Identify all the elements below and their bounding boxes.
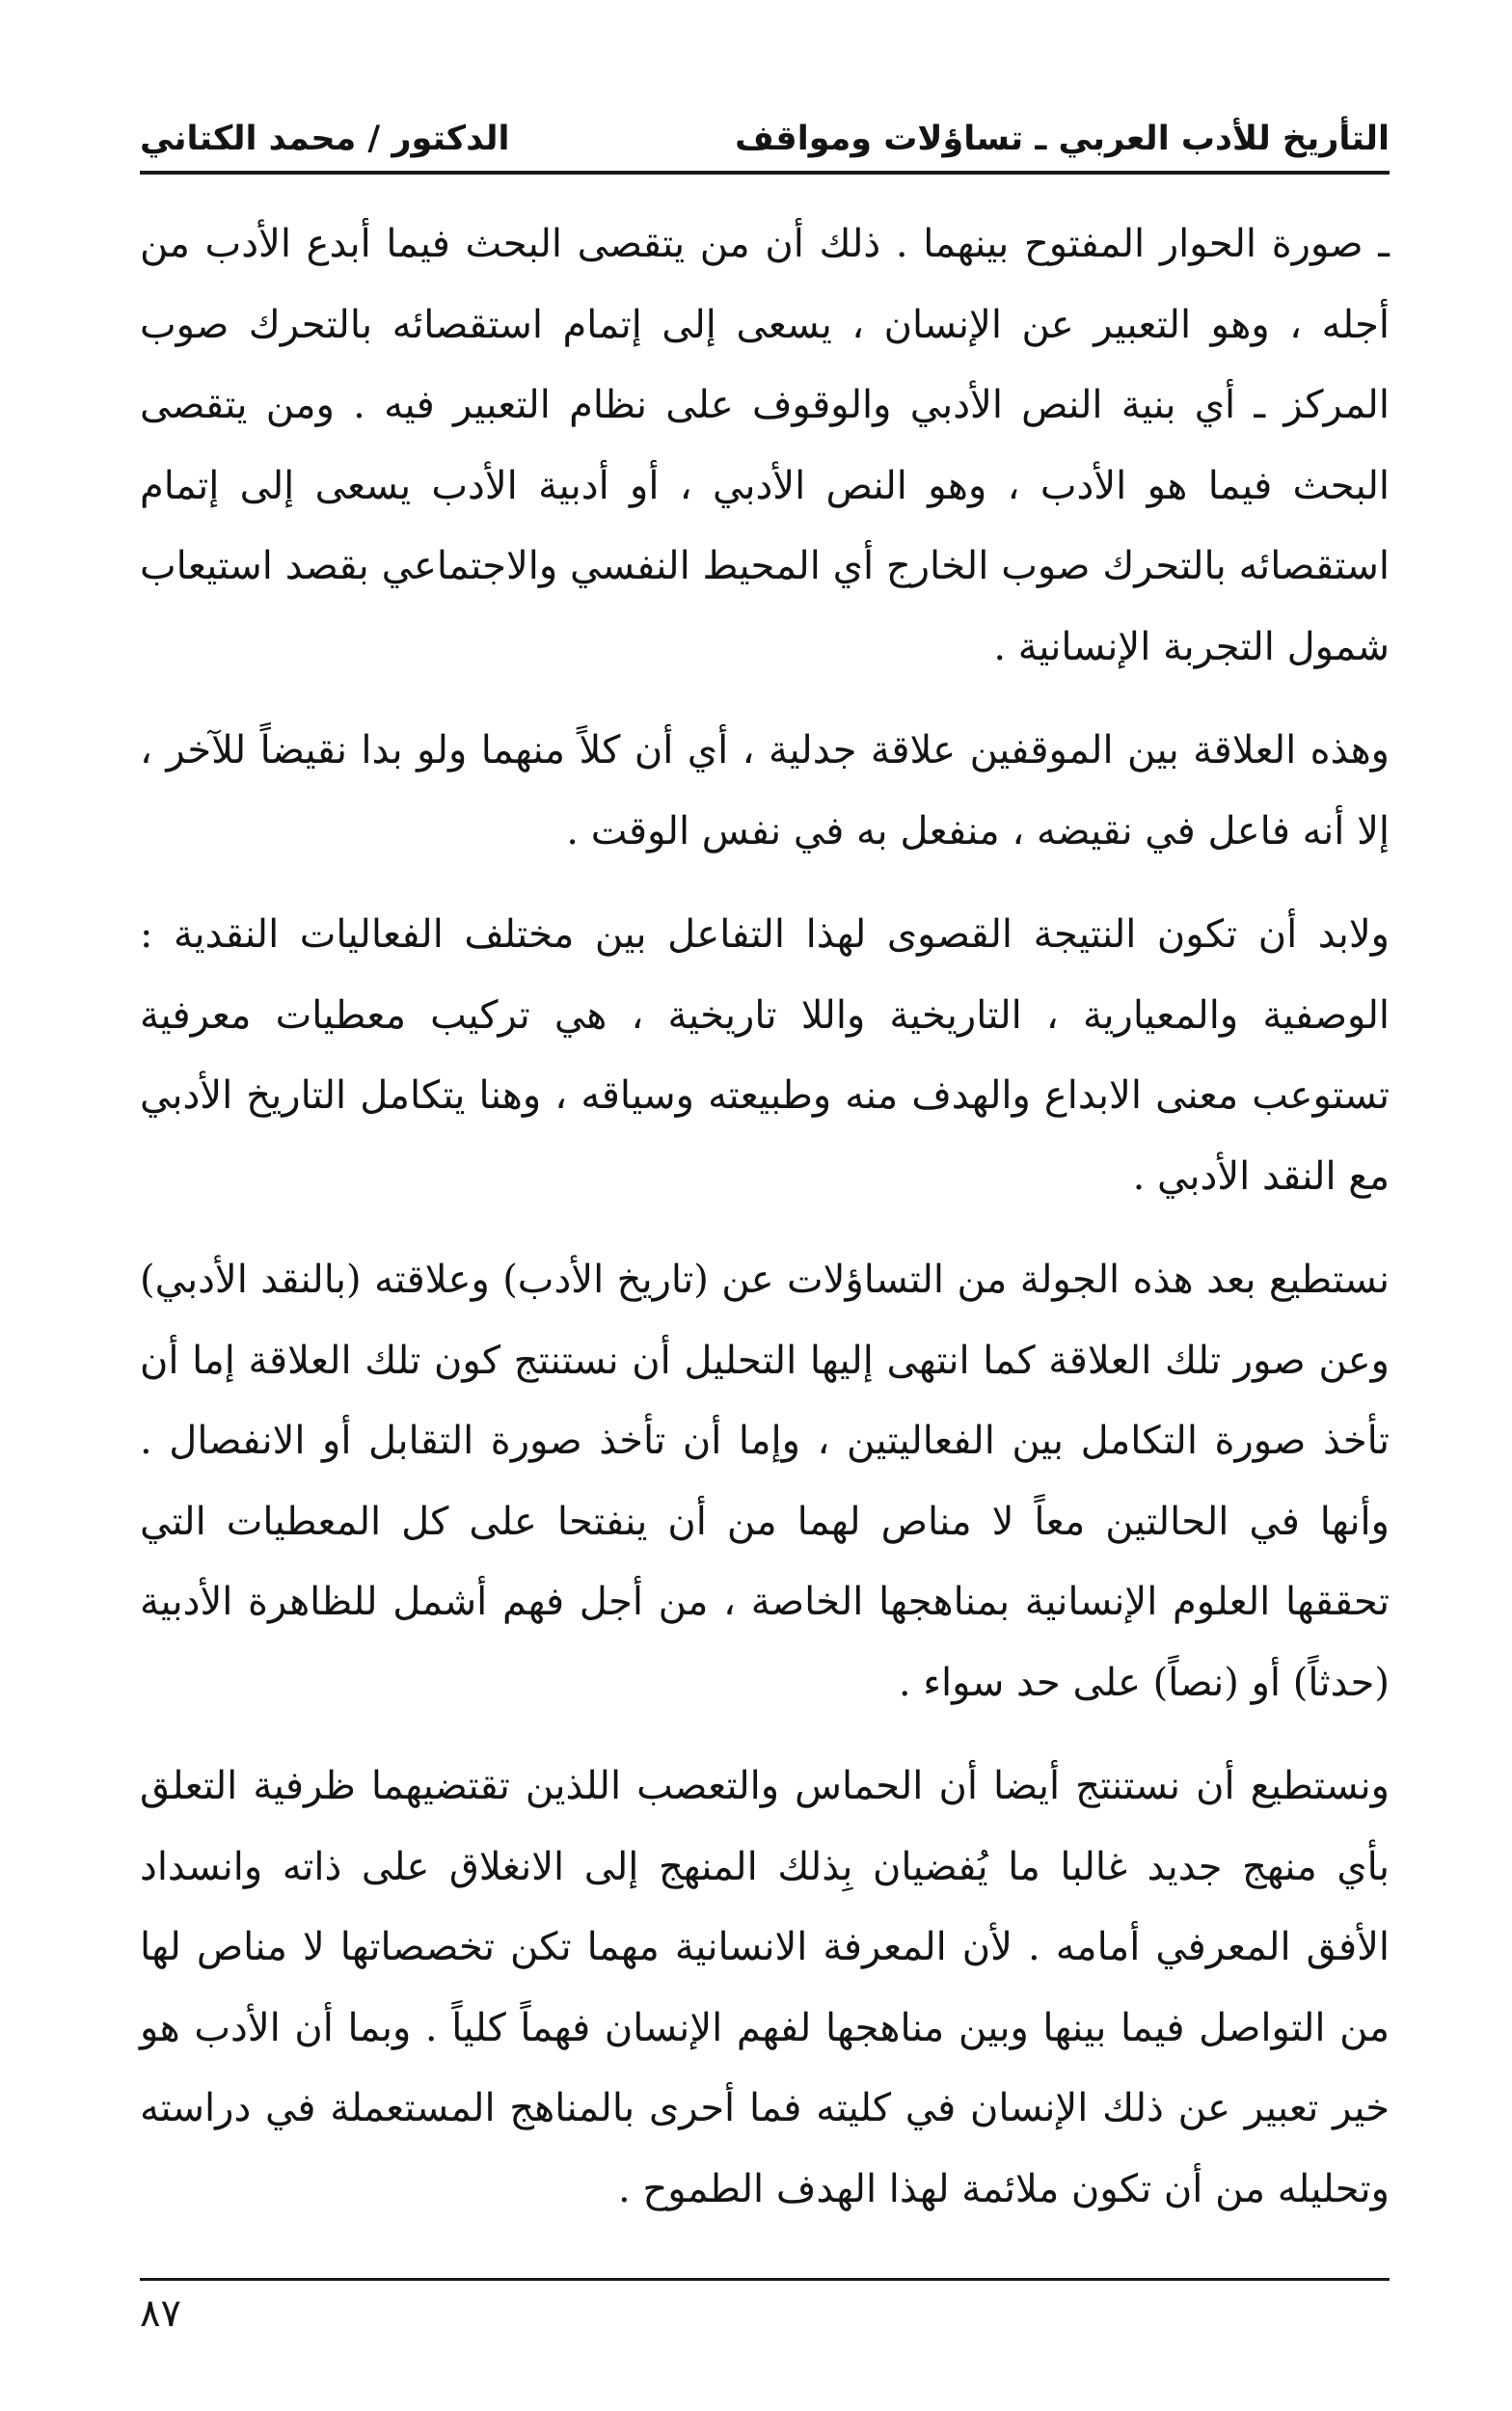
body-text: [140, 204, 1390, 2253]
author-name: الدكتور / محمد الكتاني: [140, 120, 510, 158]
paragraph: ونستطيع أن نستنتج أيضا أن الحماس والتعصب اللذين تقتضيهما ظرفية التعلق بأي منهج جديد غالبا ما يُفضيان بِذلك المنهج إلى الانغلاق على ذاته وانسداد الأفق المعرفي أمامه . لأن المعرفة الانسانية مهما تكن تخصصاتها لا مناص لها من التواصل فيما بينها وبين مناهجها لفهم الإنسان فهماً كلياً . وبما أن الأدب هو خير تعبير عن ذلك الإنسان في كليته فما أحرى بالمناهج المستعملة في دراسته وتحليله من أن تكون ملائمة لهذا الهدف الطموح .: [140, 1764, 1390, 2211]
paragraph: وهذه العلاقة بين الموقفين علاقة جدلية ، أي أن كلاً منهما ولو بدا نقيضاً للآخر ، إلا أنه فاعل في نقيضه ، منفعل به في نفس الوقت .: [140, 728, 1390, 853]
header-rule: [140, 171, 1390, 175]
page-number: ٨٧: [140, 2291, 181, 2336]
running-header: [140, 108, 1390, 170]
paragraph: نستطيع بعد هذه الجولة من التساؤلات عن (تاريخ الأدب) وعلاقته (بالنقد الأدبي) وعن صور تلك العلاقة كما انتهى إليها التحليل أن نستنتج كون تلك العلاقة إما أن تأخذ صورة التكامل بين الفعاليتين ، وإما أن تأخذ صورة التقابل أو الانفصال . وأنها في الحالتين معاً لا مناص لهما من أن ينفتحا على كل المعطيات التي تحققها العلوم الإنسانية بمناهجها الخاصة ، من أجل فهم أشمل للظاهرة الأدبية (حدثاً) أو (نصاً) على حد سواء .: [140, 1258, 1390, 1705]
paragraph: ـ صورة الحوار المفتوح بينهما . ذلك أن من يتقصى البحث فيما أبدع الأدب من أجله ، وهو التعبير عن الإنسان ، يسعى إلى إتمام استقصائه بالتحرك صوب المركز ـ أي بنية النص الأدبي والوقوف على نظام التعبير فيه . ومن يتقصى البحث فيما هو الأدب ، وهو النص الأدبي ، أو أدبية الأدب يسعى إلى إتمام استقصائه بالتحرك صوب الخارج أي المحيط النفسي والاجتماعي بقصد استيعاب شمول التجربة الإنسانية .: [140, 222, 1390, 669]
paragraph: ولابد أن تكون النتيجة القصوى لهذا التفاعل بين مختلف الفعاليات النقدية : الوصفية والمعيارية ، التاريخية واللا تاريخية ، هي تركيب معطيات معرفية تستوعب معنى الابداع والهدف منه وطبيعته وسياقه ، وهنا يتكامل التاريخ الأدبي مع النقد الأدبي .: [140, 912, 1390, 1199]
book-title: التأريخ للأدب العربي ـ تساؤلات ومواقف: [735, 120, 1390, 158]
footer-rule: [140, 2278, 1390, 2281]
